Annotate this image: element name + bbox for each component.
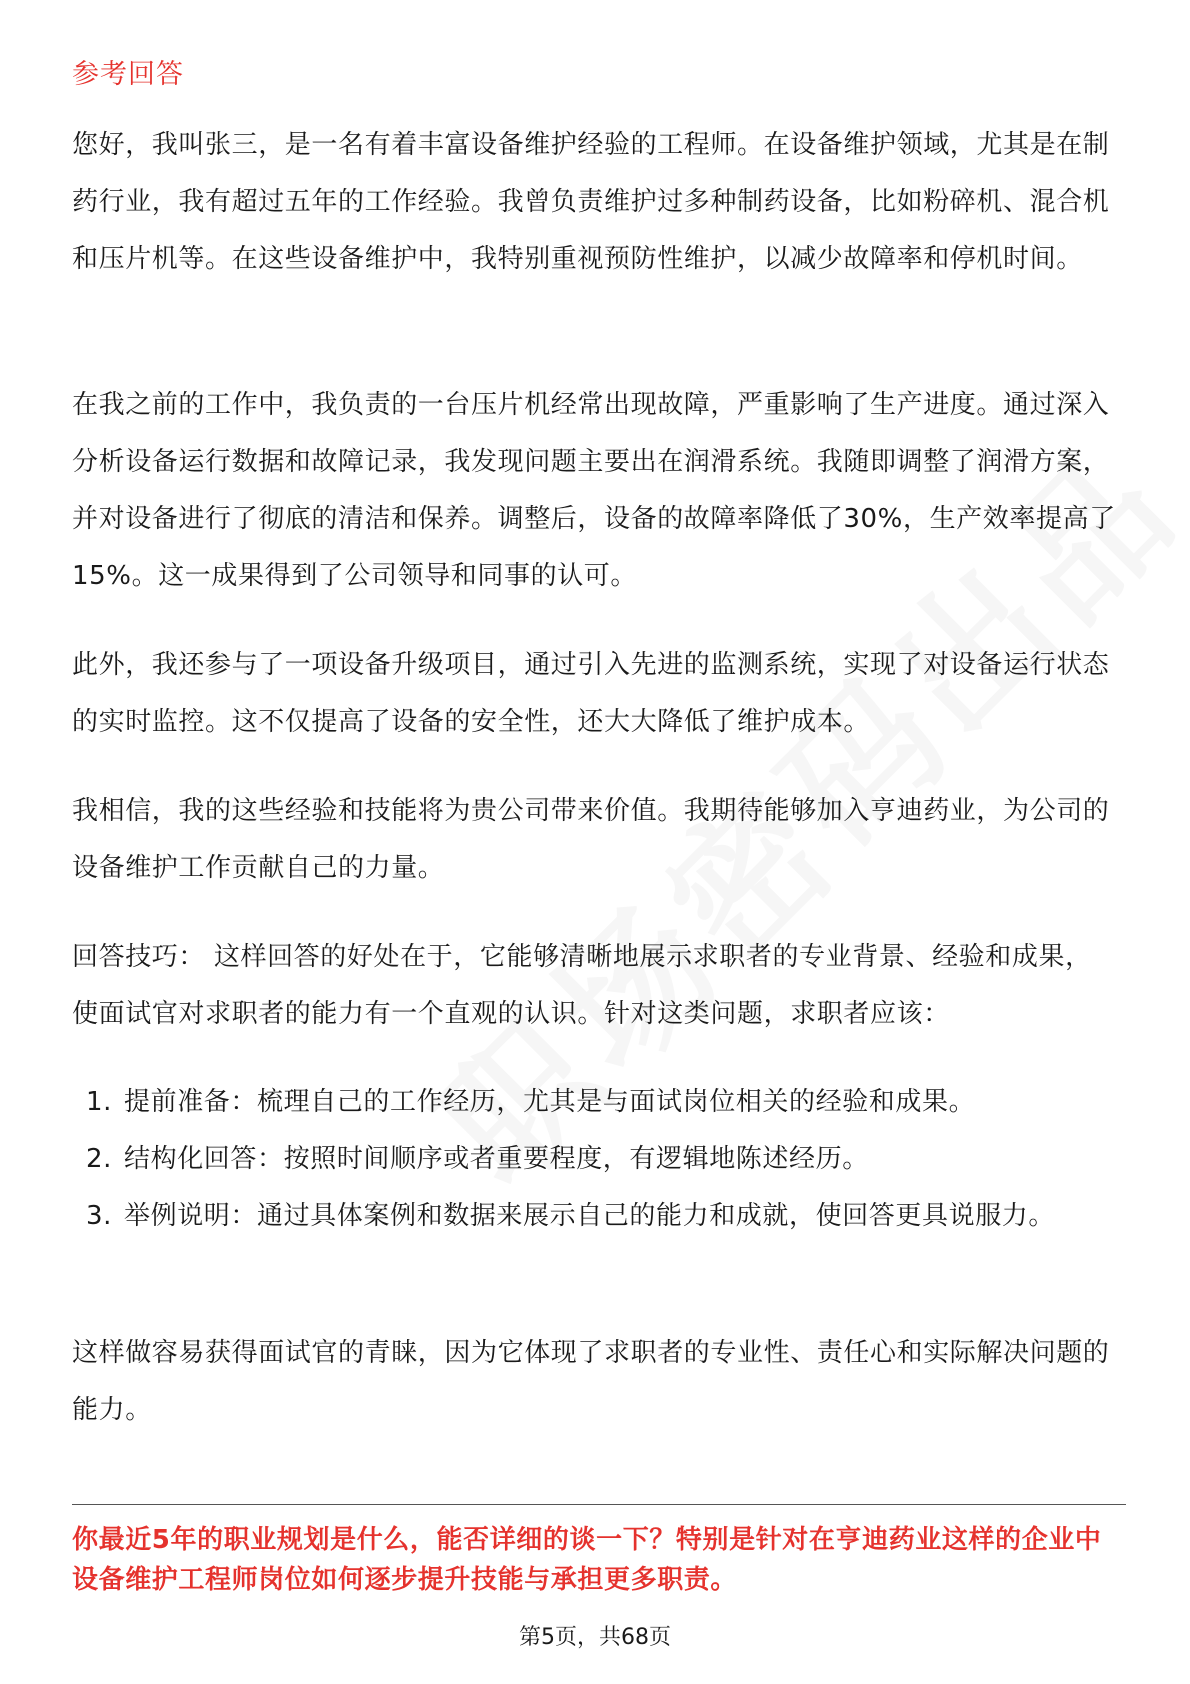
list-item-text: 提前准备：梳理自己的工作经历，尤其是与面试岗位相关的经验和成果。	[124, 1087, 976, 1117]
summary-paragraph: 这样做容易获得面试官的青睐，因为它体现了求职者的专业性、责任心和实际解决问题的能力。	[72, 1338, 1110, 1425]
answer-paragraph-project: 此外，我还参与了一项设备升级项目，通过引入先进的监测系统，实现了对设备运行状态的实时监控。这不仅提高了设备的安全性，还大大降低了维护成本。	[72, 650, 1110, 737]
list-item-text: 结构化回答：按照时间顺序或者重要程度，有逻辑地陈述经历。	[124, 1144, 869, 1174]
tips-list-item	[72, 1188, 1118, 1245]
list-number: 1.	[86, 1087, 113, 1117]
tips-list	[72, 1074, 1118, 1245]
section-divider	[72, 1504, 1126, 1505]
list-number: 2.	[86, 1144, 113, 1174]
tips-list-item	[72, 1131, 1118, 1188]
answer-paragraph-closing: 我相信，我的这些经验和技能将为贵公司带来价值。我期待能够加入亨迪药业，为公司的设备维护工作贡献自己的力量。	[72, 796, 1110, 883]
list-item-text: 举例说明：通过具体案例和数据来展示自己的能力和成就，使回答更具说服力。	[124, 1201, 1056, 1231]
page-number: 第5页，共68页	[519, 1625, 671, 1650]
list-number: 3.	[86, 1201, 113, 1231]
next-question-heading: 你最近5年的职业规划是什么，能否详细的谈一下？特别是针对在亨迪药业这样的企业中设备维护工程师岗位如何逐步提升技能与承担更多职责。	[72, 1525, 1102, 1595]
answer-paragraph-experience: 在我之前的工作中，我负责的一台压片机经常出现故障，严重影响了生产进度。通过深入分析设备运行数据和故障记录，我发现问题主要出在润滑系统。我随即调整了润滑方案，并对设备进行了彻底的清洁和保养。调整后，设备的故障率降低了30%，生产效率提高了15%。这一成果得到了公司领导和同事的认可。	[72, 390, 1116, 591]
tips-list-item	[72, 1074, 1118, 1131]
answer-paragraph-intro: 您好，我叫张三，是一名有着丰富设备维护经验的工程师。在设备维护领域，尤其是在制药行业，我有超过五年的工作经验。我曾负责维护过多种制药设备，比如粉碎机、混合机和压片机等。在这些设备维护中，我特别重视预防性维护，以减少故障率和停机时间。	[72, 130, 1110, 274]
tips-intro-paragraph: 回答技巧： 这样回答的好处在于，它能够清晰地展示求职者的专业背景、经验和成果，使面试官对求职者的能力有一个直观的认识。针对这类问题，求职者应该：	[72, 942, 1092, 1029]
section-heading: 参考回答	[72, 59, 184, 90]
